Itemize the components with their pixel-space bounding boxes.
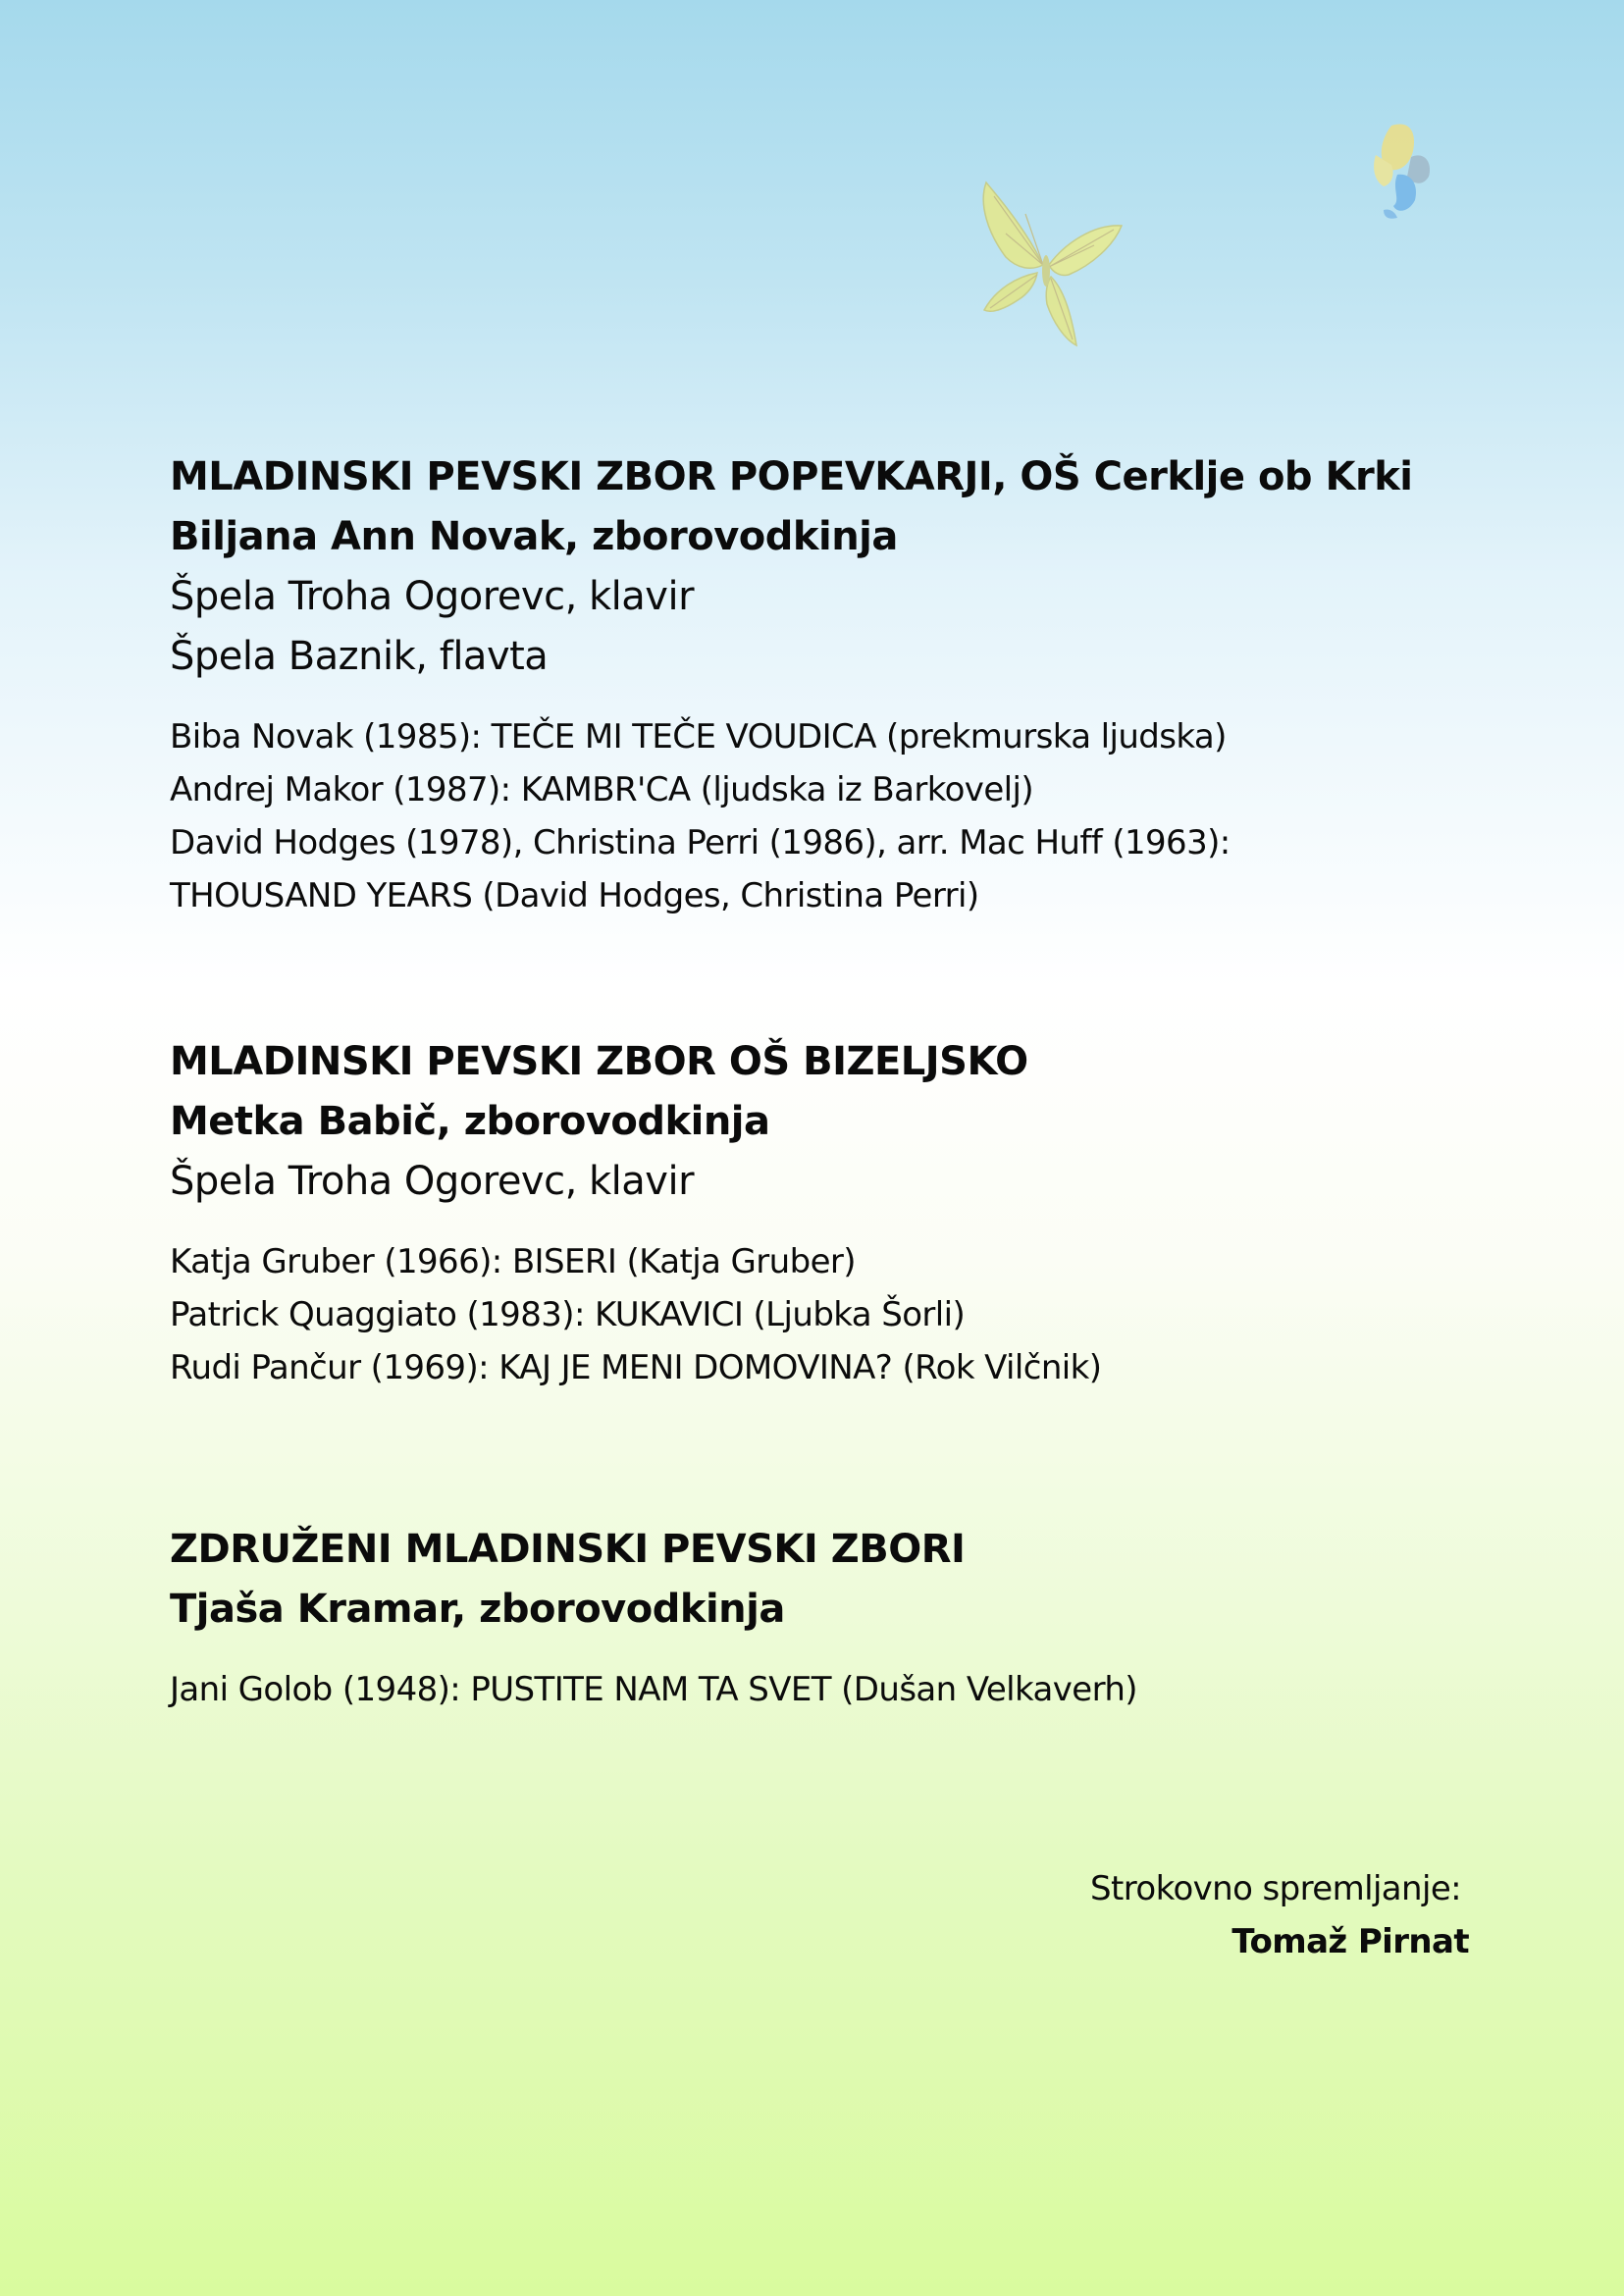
choir-section: [170, 447, 1475, 922]
program-item: Rudi Pančur (1969): KAJ JE MENI DOMOVINA? (Rok Vilčnik): [170, 1348, 1102, 1387]
choir-section: [170, 1032, 1475, 1394]
program-item: Katja Gruber (1966): BISERI (Katja Gruber): [170, 1242, 856, 1281]
credit-label: Strokovno spremljanje:: [1090, 1869, 1461, 1908]
choir-title: ZDRUŽENI MLADINSKI PEVSKI ZBORI: [170, 1527, 966, 1572]
program-item: David Hodges (1978), Christina Perri (1986), arr. Mac Huff (1963):: [170, 823, 1231, 862]
choir-title: MLADINSKI PEVSKI ZBOR POPEVKARJI, OŠ Cerklje ob Krki: [170, 454, 1413, 499]
program-item: Jani Golob (1948): PUSTITE NAM TA SVET (Dušan Velkaverh): [170, 1670, 1137, 1709]
performer-line: Špela Baznik, flavta: [170, 634, 549, 679]
program-item: Biba Novak (1985): TEČE MI TEČE VOUDICA (prekmurska ljudska): [170, 717, 1227, 757]
performer-line: Špela Troha Ogorevc, klavir: [170, 574, 695, 619]
program-item: Andrej Makor (1987): KAMBR'CA (ljudska iz Barkovelj): [170, 770, 1033, 809]
program-list: [170, 1663, 1475, 1716]
credit-name: Tomaž Pirnat: [1231, 1922, 1469, 1961]
program-list: [170, 1235, 1475, 1394]
performer-line: Špela Troha Ogorevc, klavir: [170, 1159, 695, 1204]
program-item: THOUSAND YEARS (David Hodges, Christina Perri): [170, 876, 979, 915]
credit-block: [1090, 1862, 1469, 1968]
choir-leader: Metka Babič, zborovodkinja: [170, 1099, 770, 1144]
choir-title: MLADINSKI PEVSKI ZBOR OŠ BIZELJSKO: [170, 1039, 1028, 1084]
choir-leader: Tjaša Kramar, zborovodkinja: [170, 1587, 785, 1632]
butterfly-icon: [967, 175, 1124, 351]
choir-leader: Biljana Ann Novak, zborovodkinja: [170, 514, 898, 559]
choir-section: [170, 1520, 1475, 1716]
program-item: Patrick Quaggiato (1983): KUKAVICI (Ljubka Šorli): [170, 1295, 966, 1334]
butterfly-icon: [1362, 116, 1441, 224]
program-list: [170, 710, 1475, 922]
